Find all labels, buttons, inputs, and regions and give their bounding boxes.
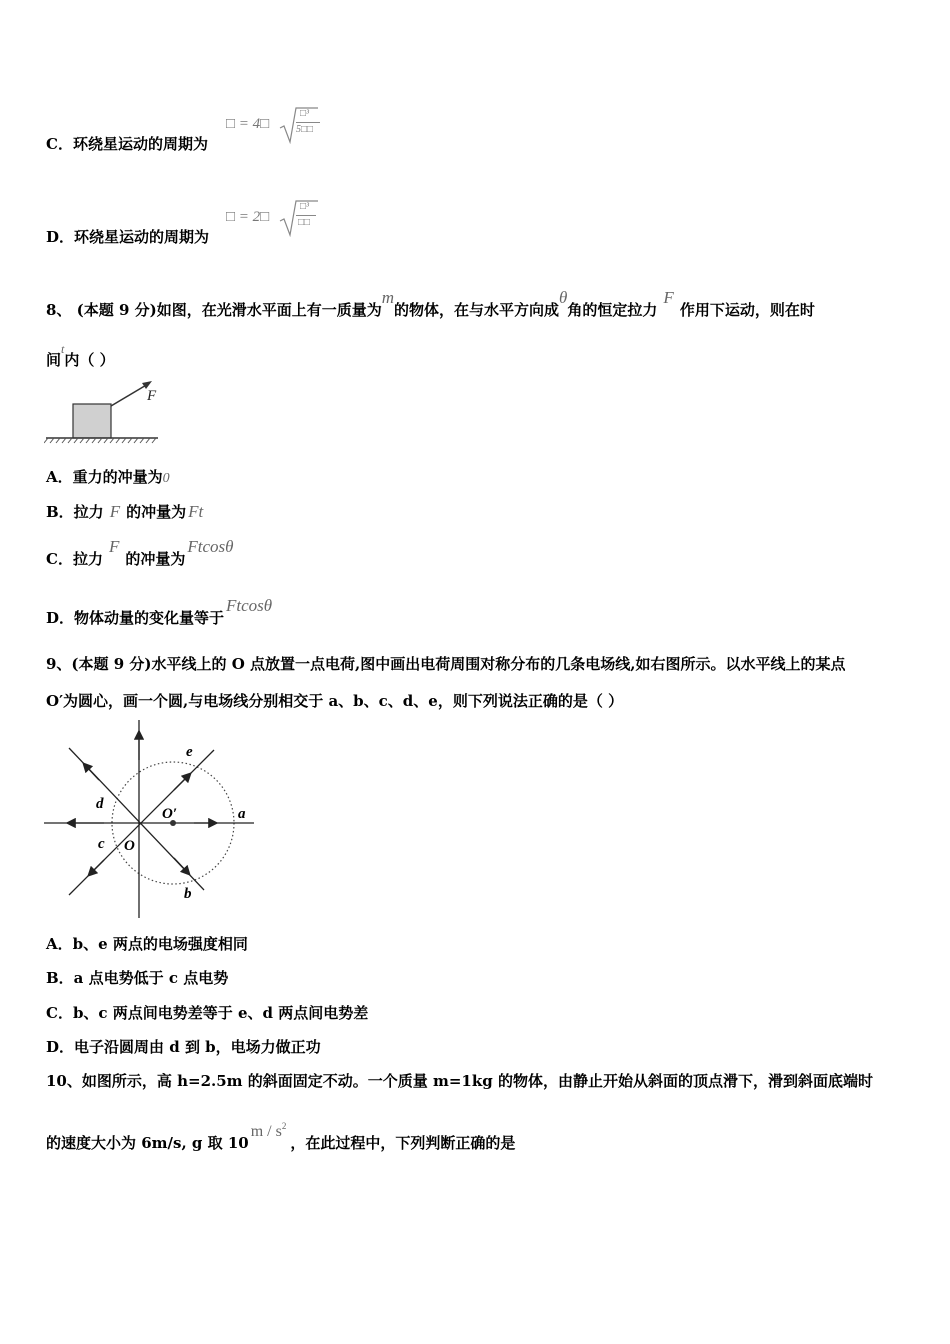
label-c: c xyxy=(98,836,105,852)
label-o: O xyxy=(124,838,135,854)
q8-option-c xyxy=(46,537,234,569)
q7-option-c-text: C．环绕星运动的周期为 xyxy=(46,135,208,153)
label-b: b xyxy=(184,886,192,902)
q8-option-b-text: B．拉力 xyxy=(46,503,104,521)
q9-stem-line-1 xyxy=(46,654,845,674)
q8-stem-line-1 xyxy=(46,288,815,320)
fraction-bar xyxy=(296,122,320,123)
q8-var-t: t xyxy=(61,342,65,356)
q8-option-a-value: 0 xyxy=(162,471,170,486)
q8-stem-d: 作用下运动，则在时 xyxy=(679,301,815,319)
q9-option-b xyxy=(46,968,228,988)
q10-stem-2b: ，在此过程中，下列判断正确的是 xyxy=(290,1134,516,1152)
q9-option-b-text: B．a 点电势低于 c 点电势 xyxy=(46,969,229,987)
fraction-bar xyxy=(296,215,316,216)
q9-option-d xyxy=(46,1037,321,1057)
force-arrow xyxy=(111,384,148,406)
q8-option-c-text: C．拉力 xyxy=(46,550,103,568)
q10-stem-line-1 xyxy=(46,1071,873,1091)
q8-stem-a: 8、 (本题 9 分)如图，在光滑水平面上有一质量为 xyxy=(46,301,382,319)
q8-option-b-value: Ft xyxy=(188,502,204,521)
arrow-downleft xyxy=(89,860,104,875)
q9-option-d-text: D．电子沿圆周由 d 到 b，电场力做正功 xyxy=(46,1038,321,1056)
q7-option-d-text: D．环绕星运动的周期为 xyxy=(46,228,210,246)
q9-option-a xyxy=(46,934,248,954)
q8-var-f: F xyxy=(663,288,674,307)
q7-option-c-formula-num: □³ xyxy=(300,108,310,119)
force-label: F xyxy=(147,388,157,404)
q9-option-c-text: C．b、c 两点间电势差等于 e、d 两点间电势差 xyxy=(46,1004,369,1022)
q8-figure xyxy=(44,376,174,446)
q9-option-a-text: A．b、e 两点的电场强度相同 xyxy=(46,935,248,953)
q8-option-c-var: F xyxy=(108,537,120,556)
q10-stem-line-2 xyxy=(46,1121,516,1155)
q7-option-d-formula-num: □³ xyxy=(300,201,310,212)
label-o-prime: O′ xyxy=(162,806,178,822)
q8-option-a xyxy=(46,467,170,489)
q8-option-d-value: Ftcosθ xyxy=(226,596,273,615)
q8-var-m: m xyxy=(381,288,395,307)
q8-option-c-value: Ftcosθ xyxy=(187,537,234,556)
q8-option-d-text: D．物体动量的变化量等于 xyxy=(46,609,225,627)
label-a: a xyxy=(238,806,246,822)
label-e: e xyxy=(186,744,193,760)
q7-option-c-formula-prefix: □ = 4□ xyxy=(226,116,270,132)
q7-option-d xyxy=(46,227,209,247)
q8-option-d xyxy=(46,596,273,628)
q7-option-d-formula-prefix: □ = 2□ xyxy=(226,209,270,225)
q8-stem-c: 角的恒定拉力 xyxy=(567,301,658,319)
q10-unit xyxy=(251,1123,287,1140)
q8-option-a-text: A．重力的冲量为 xyxy=(46,468,163,486)
label-d: d xyxy=(96,796,104,812)
q8-option-b xyxy=(46,502,203,522)
arrow-upright xyxy=(174,774,190,790)
q8-var-theta: θ xyxy=(559,288,568,307)
q10-unit-sup: 2 xyxy=(281,1121,287,1131)
q9-stem-line-2 xyxy=(46,691,623,711)
q8-stem-e: 间 xyxy=(46,351,62,369)
q7-option-d-formula-den: □□ xyxy=(298,217,311,228)
q8-stem-f: 内（ ） xyxy=(64,351,115,369)
arrow-upleft xyxy=(84,764,99,780)
q9-stem-2: O′为圆心，画一个圆,与电场线分别相交于 a、b、c、d、e，则下列说法正确的是（ ） xyxy=(46,692,624,710)
q8-stem-b: 的物体，在与水平方向成 xyxy=(394,301,560,319)
q10-stem-2a: 的速度大小为 6m/s, g 取 10 xyxy=(46,1134,249,1152)
q7-option-c-formula-den: 5□□ xyxy=(296,124,314,135)
q9-option-c xyxy=(46,1003,368,1023)
q9-stem-1: 9、(本题 9 分)水平线上的 O 点放置一点电荷,图中画出电荷周围对称分布的几条电场线,如右图所示。以水平线上的某点 xyxy=(46,655,846,673)
q8-option-b-var: F xyxy=(109,502,121,521)
block-shape xyxy=(73,404,111,438)
q7-option-c xyxy=(46,134,208,154)
arrow-downright xyxy=(174,858,189,874)
q8-option-c-text2: 的冲量为 xyxy=(125,550,186,568)
q10-stem-1: 10、如图所示，高 h=2.5m 的斜面固定不动。一个质量 m=1kg 的物体，由静止开始从斜面的顶点滑下，滑到斜面底端时 xyxy=(46,1072,873,1090)
q8-stem-line-2 xyxy=(46,342,115,371)
q10-unit-text: m / s xyxy=(250,1123,282,1140)
q9-field-figure xyxy=(44,720,259,918)
q8-option-b-text2: 的冲量为 xyxy=(126,503,187,521)
